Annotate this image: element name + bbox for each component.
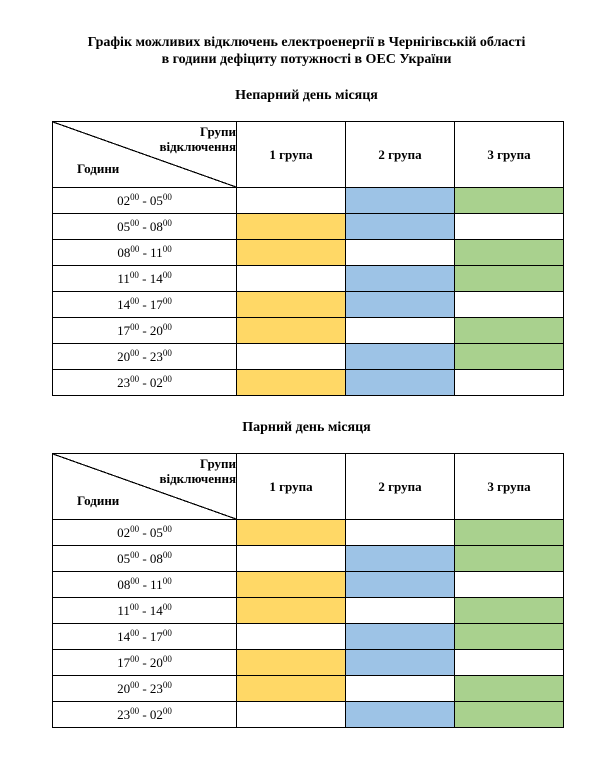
time-end-hour: 05	[149, 192, 163, 208]
group-2-cell	[346, 676, 455, 702]
group-1-cell	[237, 598, 346, 624]
table-row	[53, 370, 564, 396]
group-3-cell	[455, 318, 564, 344]
group-3-cell	[455, 650, 564, 676]
time-end-hour: 02	[149, 374, 163, 390]
group-2-cell	[346, 214, 455, 240]
group-2-cell	[346, 702, 455, 728]
time-start-minutes: 00	[130, 705, 140, 716]
table-row	[53, 266, 564, 292]
time-end-minutes: 00	[162, 295, 172, 306]
time-start-minutes: 00	[130, 575, 140, 586]
group-3-cell	[455, 572, 564, 598]
group-2-cell	[346, 370, 455, 396]
group-1-cell	[237, 188, 346, 214]
group-2-cell	[346, 318, 455, 344]
group-1-cell	[237, 214, 346, 240]
time-slot-cell: $23^{00} - 02^{00}$	[53, 370, 237, 396]
group-1-cell	[237, 702, 346, 728]
time-start-hour: 20	[117, 348, 131, 364]
time-start-minutes: 00	[130, 653, 140, 664]
time-end-hour: 17	[149, 628, 163, 644]
odd-day-schedule-table	[52, 121, 564, 396]
time-start-hour: 11	[117, 602, 130, 618]
time-start-hour: 11	[117, 270, 130, 286]
time-end-minutes: 00	[162, 523, 172, 534]
table-row	[53, 318, 564, 344]
time-start-hour: 17	[117, 654, 131, 670]
time-end-hour: 23	[149, 680, 163, 696]
group-3-cell	[455, 676, 564, 702]
time-slot-cell: $08^{00} - 11^{00}$	[53, 240, 237, 266]
table-row	[53, 624, 564, 650]
time-end-hour: 08	[149, 218, 163, 234]
group-3-cell	[455, 546, 564, 572]
header-groups-label: Групи відключення	[159, 456, 236, 486]
table-row	[53, 572, 564, 598]
group-3-cell	[455, 188, 564, 214]
even-day-schedule-table	[52, 453, 564, 728]
table-header-row	[53, 454, 564, 520]
group-2-cell	[346, 546, 455, 572]
time-end-minutes: 00	[162, 679, 172, 690]
time-slot-cell: $11^{00} - 14^{00}$	[53, 266, 237, 292]
time-slot-cell: $20^{00} - 23^{00}$	[53, 676, 237, 702]
time-end-minutes: 00	[162, 191, 172, 202]
time-start-hour: 20	[117, 680, 131, 696]
time-end-minutes: 00	[162, 705, 172, 716]
time-end-minutes: 00	[162, 373, 172, 384]
time-end-minutes: 00	[162, 627, 172, 638]
table-row	[53, 240, 564, 266]
table-row	[53, 344, 564, 370]
time-start-minutes: 00	[130, 347, 140, 358]
title-line-2: в години дефіциту потужності в ОЕС України	[161, 52, 452, 67]
time-slot-cell: $14^{00} - 17^{00}$	[53, 292, 237, 318]
group-3-cell	[455, 520, 564, 546]
header-group-2: 2 група	[346, 122, 455, 188]
time-start-hour: 02	[117, 192, 131, 208]
group-2-cell	[346, 344, 455, 370]
group-3-cell	[455, 240, 564, 266]
time-end-hour: 20	[149, 654, 163, 670]
time-slot-cell: $05^{00} - 08^{00}$	[53, 214, 237, 240]
table-row	[53, 520, 564, 546]
time-end-hour: 14	[149, 270, 163, 286]
time-start-minutes: 00	[130, 549, 140, 560]
time-start-hour: 05	[117, 550, 131, 566]
time-slot-cell: $05^{00} - 08^{00}$	[53, 546, 237, 572]
group-2-cell	[346, 292, 455, 318]
time-end-hour: 20	[149, 322, 163, 338]
table-row	[53, 702, 564, 728]
time-start-hour: 17	[117, 322, 131, 338]
group-2-cell	[346, 598, 455, 624]
time-start-minutes: 00	[129, 269, 139, 280]
time-end-hour: 11	[150, 576, 163, 592]
odd-day-schedule-body	[53, 122, 564, 396]
time-end-hour: 17	[149, 296, 163, 312]
time-end-hour: 02	[149, 706, 163, 722]
header-diagonal-cell	[53, 122, 237, 188]
table-row	[53, 292, 564, 318]
header-group-2: 2 група	[346, 454, 455, 520]
group-2-cell	[346, 624, 455, 650]
time-end-minutes: 00	[162, 217, 172, 228]
group-1-cell	[237, 240, 346, 266]
time-end-minutes: 00	[162, 243, 172, 254]
table-header-row	[53, 122, 564, 188]
header-diagonal-cell	[53, 454, 237, 520]
time-start-minutes: 00	[130, 679, 140, 690]
time-start-hour: 08	[117, 244, 131, 260]
time-end-hour: 05	[149, 524, 163, 540]
time-start-minutes: 00	[130, 191, 140, 202]
group-1-cell	[237, 266, 346, 292]
time-slot-cell: $08^{00} - 11^{00}$	[53, 572, 237, 598]
even-day-schedule-body	[53, 454, 564, 728]
time-end-hour: 08	[149, 550, 163, 566]
time-start-minutes: 00	[130, 627, 140, 638]
group-3-cell	[455, 598, 564, 624]
group-3-cell	[455, 214, 564, 240]
time-end-minutes: 00	[162, 653, 172, 664]
time-end-hour: 23	[149, 348, 163, 364]
time-start-minutes: 00	[130, 523, 140, 534]
time-end-minutes: 00	[162, 347, 172, 358]
time-slot-cell: $17^{00} - 20^{00}$	[53, 650, 237, 676]
time-slot-cell: $11^{00} - 14^{00}$	[53, 598, 237, 624]
even-day-subtitle: Парний день місяця	[242, 420, 371, 435]
time-start-minutes: 00	[130, 295, 140, 306]
table-row	[53, 546, 564, 572]
group-2-cell	[346, 188, 455, 214]
time-start-minutes: 00	[130, 373, 140, 384]
time-start-hour: 23	[117, 374, 131, 390]
time-start-hour: 14	[117, 296, 131, 312]
time-end-minutes: 00	[162, 601, 172, 612]
group-3-cell	[455, 370, 564, 396]
time-end-hour: 11	[150, 244, 163, 260]
group-3-cell	[455, 344, 564, 370]
group-2-cell	[346, 650, 455, 676]
time-end-minutes: 00	[162, 549, 172, 560]
header-group-3: 3 група	[455, 454, 564, 520]
time-slot-cell: $17^{00} - 20^{00}$	[53, 318, 237, 344]
table-row	[53, 188, 564, 214]
group-1-cell	[237, 370, 346, 396]
time-slot-cell: $20^{00} - 23^{00}$	[53, 344, 237, 370]
time-start-hour: 02	[117, 524, 131, 540]
time-slot-cell: $23^{00} - 02^{00}$	[53, 702, 237, 728]
header-hours-label: Години	[77, 161, 120, 176]
table-row	[53, 598, 564, 624]
time-end-hour: 14	[149, 602, 163, 618]
odd-day-subtitle: Непарний день місяця	[235, 88, 378, 103]
header-group-3: 3 група	[455, 122, 564, 188]
table-row	[53, 676, 564, 702]
group-1-cell	[237, 546, 346, 572]
group-1-cell	[237, 344, 346, 370]
time-start-hour: 23	[117, 706, 131, 722]
time-slot-cell: $14^{00} - 17^{00}$	[53, 624, 237, 650]
time-slot-cell: $02^{00} - 05^{00}$	[53, 188, 237, 214]
time-slot-cell: $02^{00} - 05^{00}$	[53, 520, 237, 546]
group-1-cell	[237, 520, 346, 546]
group-1-cell	[237, 650, 346, 676]
time-end-minutes: 00	[162, 575, 172, 586]
document-title	[0, 34, 613, 68]
group-3-cell	[455, 702, 564, 728]
time-start-minutes: 00	[130, 321, 140, 332]
group-1-cell	[237, 676, 346, 702]
time-start-hour: 08	[117, 576, 131, 592]
time-start-minutes: 00	[130, 243, 140, 254]
header-hours-label: Години	[77, 493, 120, 508]
header-groups-label: Групи відключення	[159, 124, 236, 154]
group-2-cell	[346, 572, 455, 598]
group-3-cell	[455, 624, 564, 650]
title-line-1: Графік можливих відключень електроенергії в Чернігівській області	[87, 35, 526, 50]
group-1-cell	[237, 318, 346, 344]
group-1-cell	[237, 624, 346, 650]
group-1-cell	[237, 572, 346, 598]
group-2-cell	[346, 240, 455, 266]
header-group-1: 1 група	[237, 454, 346, 520]
time-start-minutes: 00	[130, 217, 140, 228]
group-3-cell	[455, 292, 564, 318]
time-start-hour: 14	[117, 628, 131, 644]
time-end-minutes: 00	[162, 321, 172, 332]
group-2-cell	[346, 520, 455, 546]
time-start-minutes: 00	[129, 601, 139, 612]
time-start-hour: 05	[117, 218, 131, 234]
group-3-cell	[455, 266, 564, 292]
table-row	[53, 650, 564, 676]
group-1-cell	[237, 292, 346, 318]
table-row	[53, 214, 564, 240]
time-end-minutes: 00	[162, 269, 172, 280]
group-2-cell	[346, 266, 455, 292]
header-group-1: 1 група	[237, 122, 346, 188]
